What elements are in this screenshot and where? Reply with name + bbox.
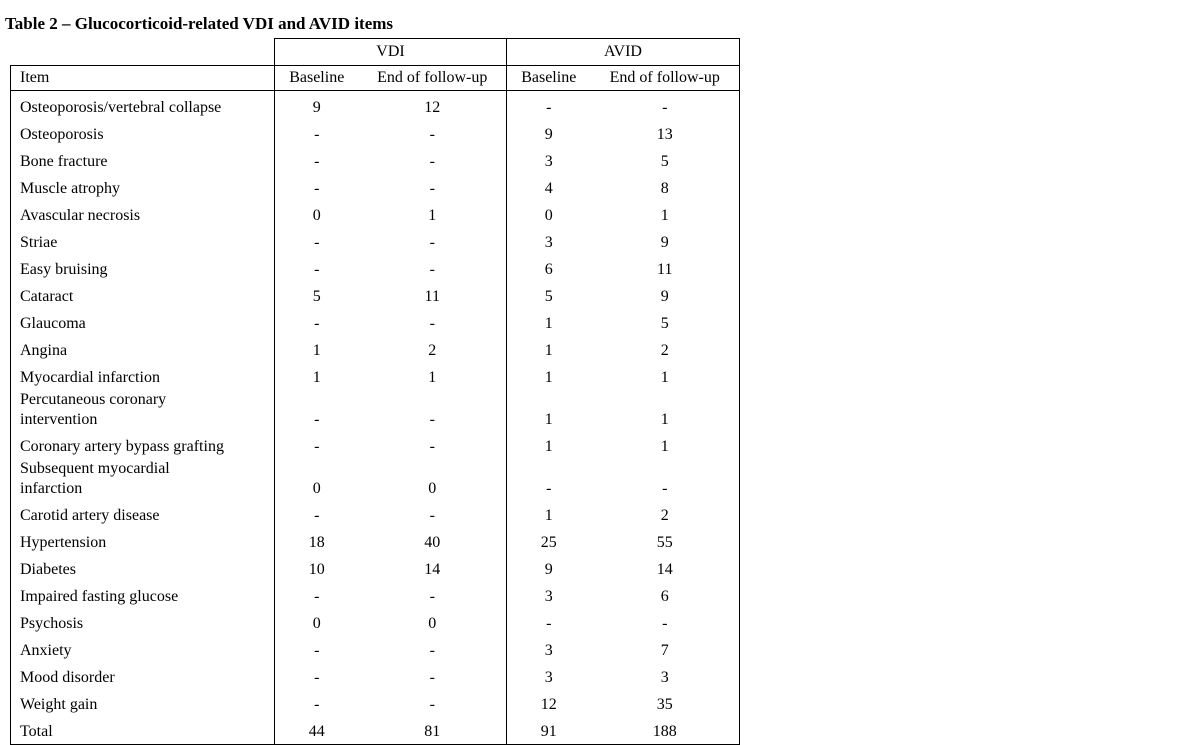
cell-avid-baseline: 3 <box>507 582 591 609</box>
cell-vdi-baseline: - <box>275 228 359 255</box>
table-row <box>11 432 740 459</box>
table-row <box>11 336 740 363</box>
cell-vdi-end: - <box>429 642 435 659</box>
cell-avid-baseline: 9 <box>507 120 591 147</box>
table-row <box>11 255 740 282</box>
cell-avid-end: 7 <box>591 636 740 663</box>
cell-vdi-baseline: - <box>275 390 359 432</box>
column-header-item: Item <box>11 66 275 91</box>
cell-item <box>11 174 275 201</box>
item-label: Anxiety <box>20 642 72 659</box>
cell-avid-baseline: 1 <box>507 309 591 336</box>
cell-vdi-baseline: - <box>275 120 359 147</box>
cell-vdi-baseline: 18 <box>275 528 359 555</box>
cell-vdi-end: - <box>429 126 435 143</box>
cell-avid-end: 3 <box>591 663 740 690</box>
cell-item <box>11 555 275 582</box>
cell-vdi-baseline: - <box>275 147 359 174</box>
item-label: Percutaneous coronary intervention <box>20 391 167 428</box>
item-label: Coronary artery bypass grafting <box>20 438 224 455</box>
cell-vdi-baseline: - <box>275 174 359 201</box>
cell-vdi-baseline: - <box>275 663 359 690</box>
table-row <box>11 390 740 432</box>
cell-vdi-baseline: 44 <box>275 717 359 745</box>
cell-avid-baseline: 9 <box>507 555 591 582</box>
cell-vdi-baseline: 9 <box>275 91 359 121</box>
table-row <box>11 609 740 636</box>
table-row <box>11 555 740 582</box>
group-header-vdi: VDI <box>275 39 507 66</box>
table-row <box>11 717 740 745</box>
cell-vdi-end: - <box>429 180 435 197</box>
cell-avid-end: - <box>591 609 740 636</box>
table-row <box>11 91 740 121</box>
column-header-vdi-baseline: Baseline <box>275 66 359 91</box>
cell-avid-end: - <box>591 459 740 501</box>
cell-vdi-end: - <box>429 588 435 605</box>
table-row <box>11 228 740 255</box>
cell-avid-baseline: 1 <box>507 390 591 432</box>
table-row <box>11 120 740 147</box>
cell-vdi-baseline: 1 <box>275 336 359 363</box>
table-title: Table 2 – Glucocorticoid-related VDI and AVID items <box>5 14 394 33</box>
item-label: Osteoporosis/vertebral collapse <box>20 99 222 116</box>
cell-item <box>11 91 275 121</box>
cell-avid-baseline: 12 <box>507 690 591 717</box>
cell-avid-end: 188 <box>591 717 740 745</box>
cell-avid-baseline: - <box>507 609 591 636</box>
table-row <box>11 363 740 390</box>
item-label: Angina <box>20 342 68 359</box>
cell-vdi-end: - <box>429 153 435 170</box>
table-row <box>11 663 740 690</box>
cell-avid-end: - <box>591 91 740 121</box>
table-row <box>11 501 740 528</box>
cell-avid-baseline: 3 <box>507 636 591 663</box>
cell-avid-baseline: 3 <box>507 663 591 690</box>
cell-avid-baseline: 1 <box>507 432 591 459</box>
table-row <box>11 147 740 174</box>
cell-vdi-baseline: 10 <box>275 555 359 582</box>
cell-avid-end: 1 <box>591 201 740 228</box>
cell-avid-baseline: 3 <box>507 228 591 255</box>
cell-avid-end: 1 <box>591 432 740 459</box>
cell-item <box>11 201 275 228</box>
cell-vdi-end: 1 <box>428 207 437 224</box>
cell-avid-end: 2 <box>591 501 740 528</box>
cell-avid-baseline: 25 <box>507 528 591 555</box>
table-row <box>11 174 740 201</box>
cell-vdi-end: 0 <box>428 615 437 632</box>
cell-vdi-baseline: - <box>275 255 359 282</box>
cell-vdi-baseline: - <box>275 636 359 663</box>
cell-item <box>11 636 275 663</box>
cell-item <box>11 501 275 528</box>
cell-avid-baseline: 1 <box>507 336 591 363</box>
item-label: Hypertension <box>20 534 107 551</box>
item-label: Mood disorder <box>20 669 115 686</box>
item-label: Striae <box>20 234 58 251</box>
cell-item <box>11 309 275 336</box>
cell-vdi-end: 2 <box>428 342 437 359</box>
cell-avid-baseline: - <box>507 459 591 501</box>
item-label: Bone fracture <box>20 153 108 170</box>
cell-vdi-baseline: 1 <box>275 363 359 390</box>
cell-avid-baseline: 1 <box>507 501 591 528</box>
item-label: Osteoporosis <box>20 126 104 143</box>
table-row <box>11 690 740 717</box>
table-row <box>11 309 740 336</box>
cell-avid-baseline: 4 <box>507 174 591 201</box>
cell-avid-end: 14 <box>591 555 740 582</box>
cell-avid-end: 5 <box>591 147 740 174</box>
item-label: Avascular necrosis <box>20 207 141 224</box>
cell-vdi-baseline: 0 <box>275 459 359 501</box>
cell-item <box>11 582 275 609</box>
item-label: Muscle atrophy <box>20 180 120 197</box>
table-body <box>11 91 740 745</box>
table-row <box>11 528 740 555</box>
cell-item <box>11 363 275 390</box>
cell-item <box>11 663 275 690</box>
cell-avid-end: 8 <box>591 174 740 201</box>
cell-vdi-end: 40 <box>424 534 441 551</box>
cell-item <box>11 690 275 717</box>
cell-avid-end: 9 <box>591 282 740 309</box>
cell-vdi-baseline: 0 <box>275 201 359 228</box>
cell-avid-end: 13 <box>591 120 740 147</box>
item-label: Diabetes <box>20 561 76 578</box>
cell-avid-baseline: 5 <box>507 282 591 309</box>
glucocorticoid-items-table <box>10 38 740 745</box>
header-blank-cell <box>11 39 275 66</box>
cell-vdi-end: - <box>429 234 435 251</box>
cell-avid-end: 5 <box>591 309 740 336</box>
item-label: Cataract <box>20 288 74 305</box>
cell-vdi-baseline: - <box>275 690 359 717</box>
cell-vdi-end: - <box>429 261 435 278</box>
item-label: Impaired fasting glucose <box>20 588 179 605</box>
cell-avid-baseline: 91 <box>507 717 591 745</box>
cell-vdi-end: 0 <box>428 480 437 497</box>
cell-item <box>11 390 275 432</box>
cell-vdi-end: - <box>429 669 435 686</box>
table-row <box>11 459 740 501</box>
cell-vdi-baseline: - <box>275 582 359 609</box>
cell-vdi-end: 11 <box>424 288 440 305</box>
cell-item <box>11 228 275 255</box>
column-header-vdi-end: End of follow-up <box>359 66 507 91</box>
cell-item <box>11 609 275 636</box>
cell-item <box>11 717 275 745</box>
cell-item <box>11 282 275 309</box>
cell-vdi-baseline: - <box>275 432 359 459</box>
cell-avid-baseline: 1 <box>507 363 591 390</box>
cell-avid-end: 35 <box>591 690 740 717</box>
cell-vdi-end: - <box>429 438 435 455</box>
item-label: Weight gain <box>20 696 98 713</box>
item-label: Easy bruising <box>20 261 108 278</box>
cell-vdi-end: - <box>429 507 435 524</box>
cell-item <box>11 255 275 282</box>
cell-vdi-baseline: - <box>275 501 359 528</box>
cell-avid-end: 55 <box>591 528 740 555</box>
cell-avid-baseline: 3 <box>507 147 591 174</box>
cell-vdi-end: 1 <box>428 369 437 386</box>
table-row <box>11 582 740 609</box>
cell-item <box>11 120 275 147</box>
cell-vdi-end: - <box>429 315 435 332</box>
cell-avid-baseline: 0 <box>507 201 591 228</box>
cell-item <box>11 528 275 555</box>
cell-item <box>11 432 275 459</box>
cell-avid-end: 1 <box>591 390 740 432</box>
item-label: Carotid artery disease <box>20 507 160 524</box>
cell-item <box>11 147 275 174</box>
cell-vdi-end: 81 <box>359 717 507 745</box>
table-row <box>11 201 740 228</box>
item-label: Psychosis <box>20 615 84 632</box>
cell-avid-baseline: 6 <box>507 255 591 282</box>
item-label: Total <box>20 723 53 740</box>
cell-avid-end: 11 <box>591 255 740 282</box>
cell-vdi-baseline: 0 <box>275 609 359 636</box>
column-header-avid-baseline: Baseline <box>507 66 591 91</box>
cell-avid-end: 6 <box>591 582 740 609</box>
column-header-avid-end: End of follow-up <box>591 66 740 91</box>
cell-vdi-end: 12 <box>424 99 441 116</box>
table-row <box>11 282 740 309</box>
cell-avid-baseline: - <box>507 91 591 121</box>
cell-item <box>11 459 275 501</box>
group-header-avid: AVID <box>507 39 740 66</box>
cell-item <box>11 336 275 363</box>
item-label: Subsequent myocardial infarction <box>20 460 170 497</box>
cell-vdi-baseline: 5 <box>275 282 359 309</box>
item-label: Glaucoma <box>20 315 86 332</box>
cell-vdi-end: - <box>429 411 435 428</box>
cell-vdi-baseline: - <box>275 309 359 336</box>
cell-avid-end: 9 <box>591 228 740 255</box>
cell-avid-end: 2 <box>591 336 740 363</box>
table-row <box>11 636 740 663</box>
cell-vdi-end: - <box>429 696 435 713</box>
cell-vdi-end: 14 <box>424 561 441 578</box>
cell-avid-end: 1 <box>591 363 740 390</box>
item-label: Myocardial infarction <box>20 369 160 386</box>
